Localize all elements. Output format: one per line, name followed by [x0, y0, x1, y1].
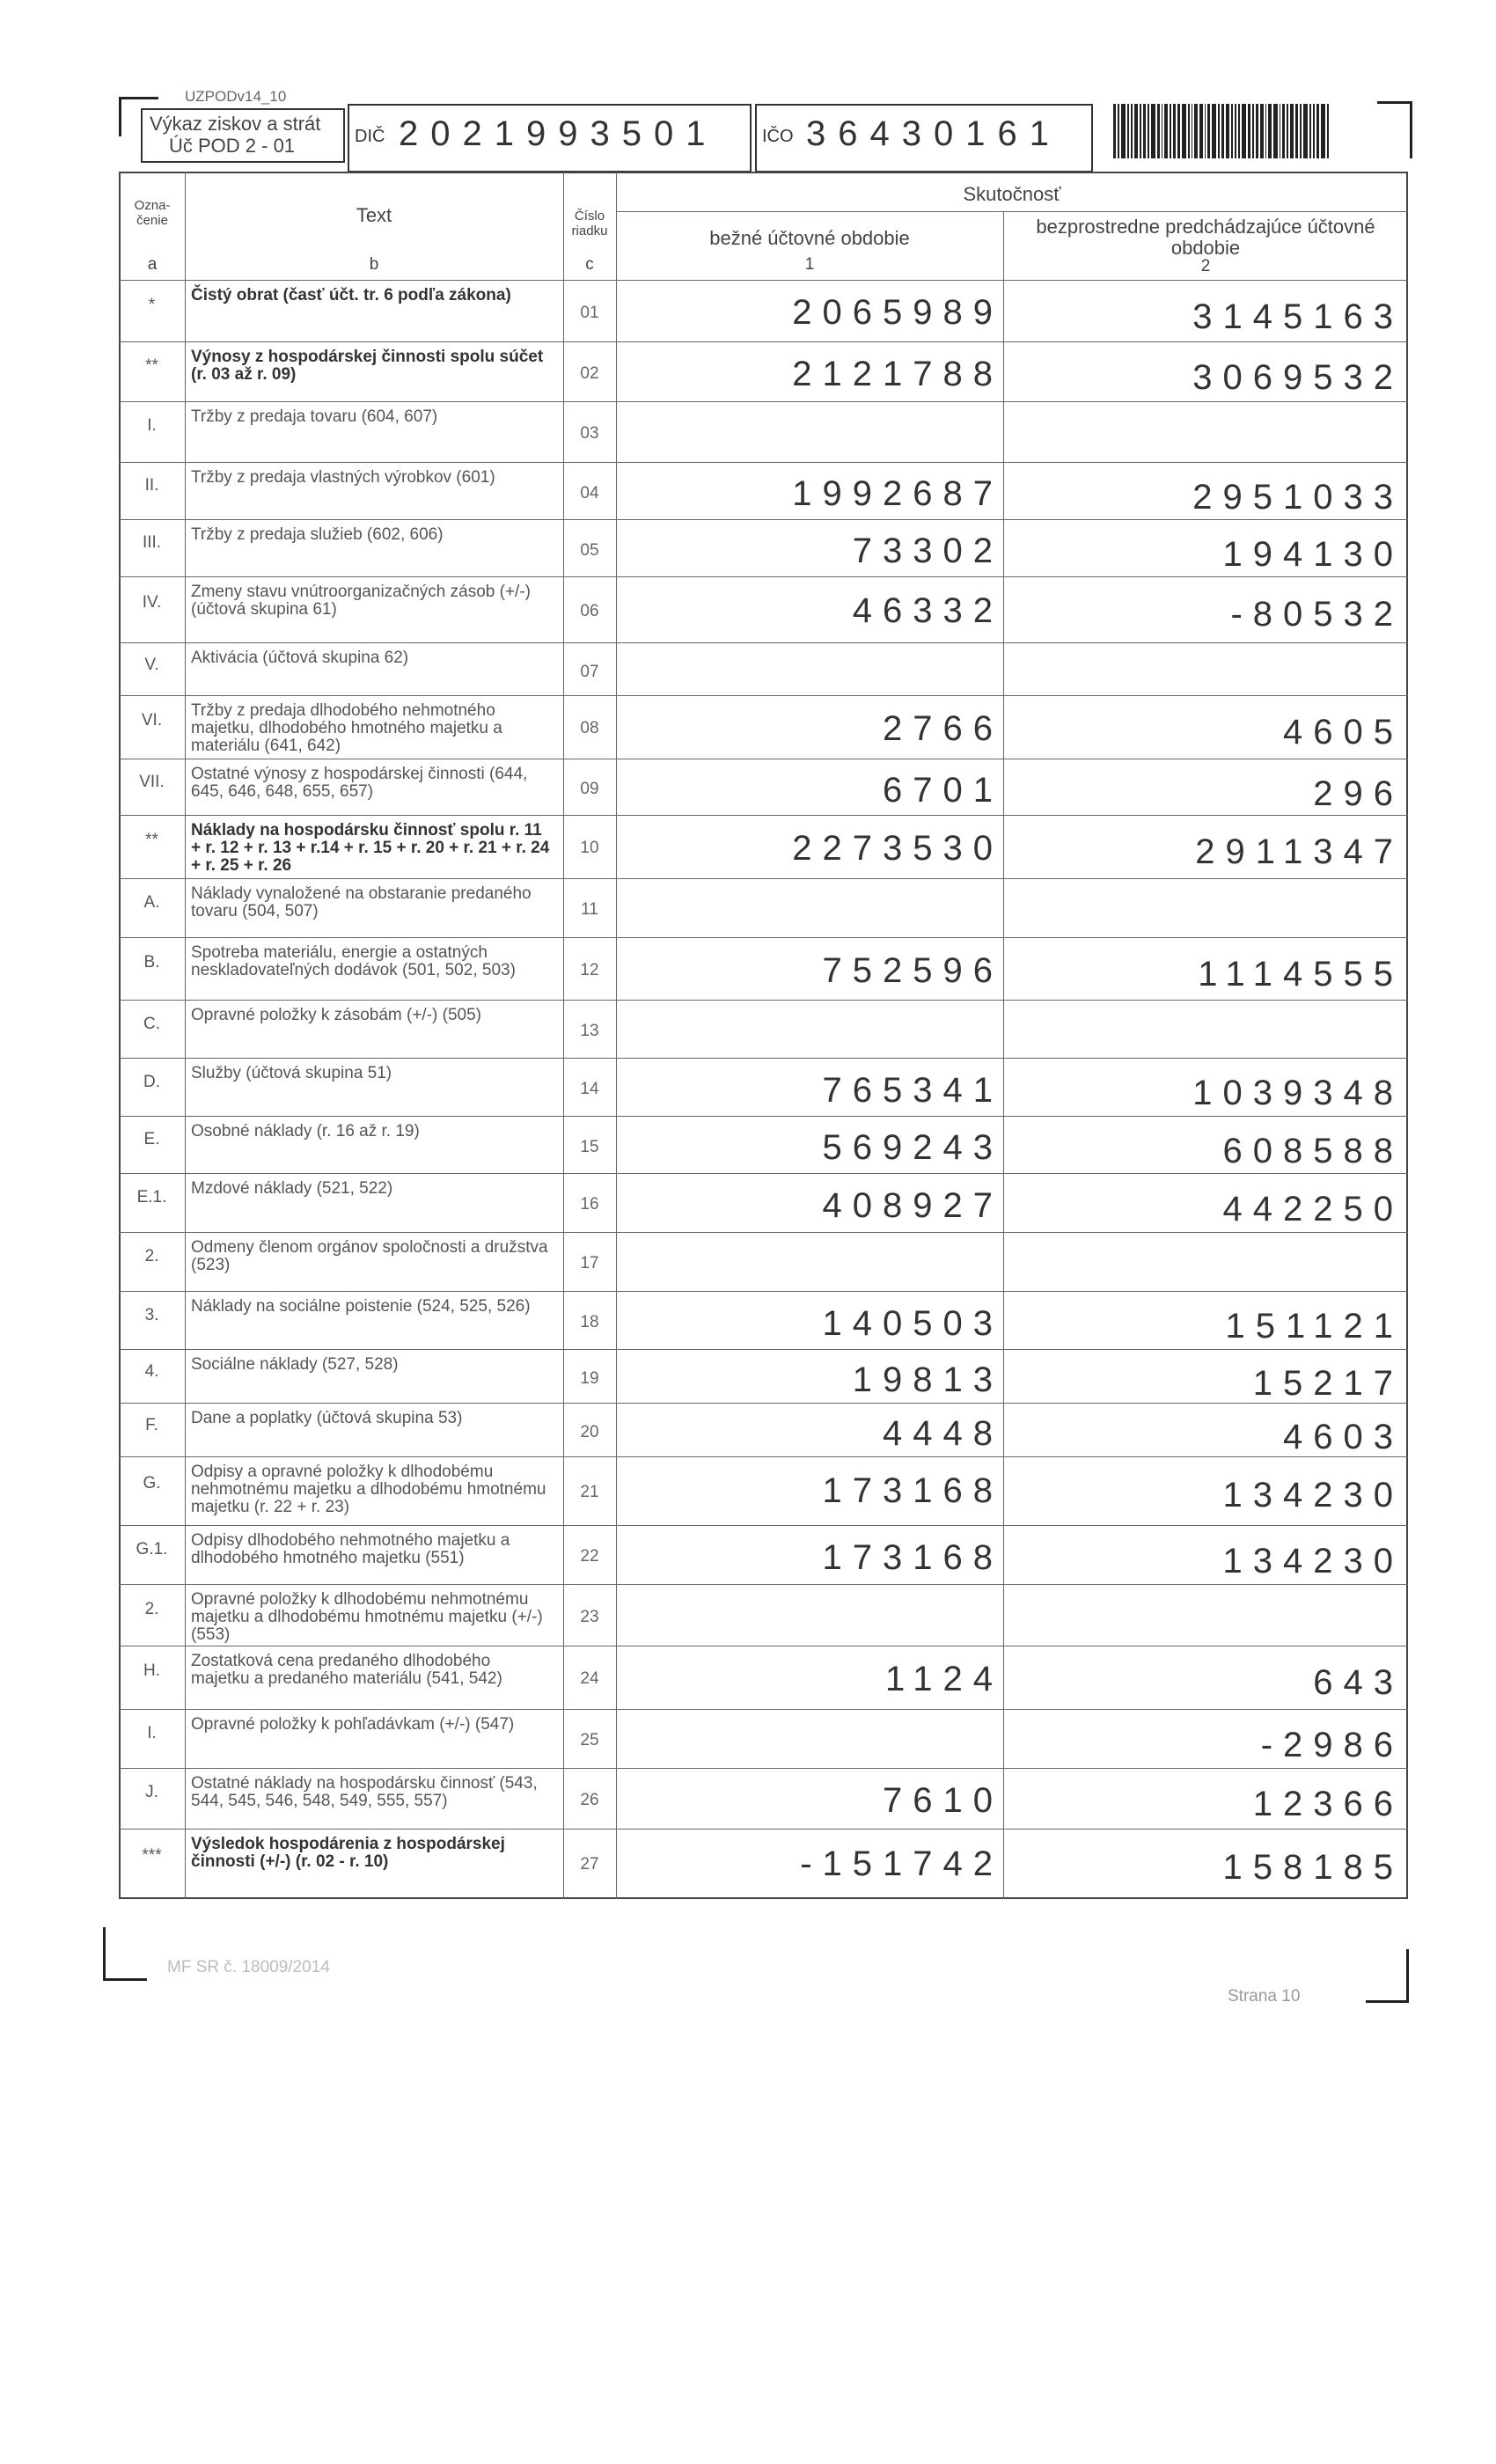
- row-number: 16: [580, 1195, 599, 1214]
- previous-period-value: 2951033: [1192, 478, 1404, 517]
- barcode-bar: [1242, 104, 1246, 158]
- row-label: **: [145, 831, 158, 849]
- row-text: Zostatková cena predaného dlhodobého majetku a predaného materiálu (541, 542): [191, 1652, 502, 1688]
- row-text: Spotreba materiálu, energie a ostatných neskladovateľných dodávok (501, 502, 503): [191, 943, 516, 979]
- row-text: Čistý obrat (časť účt. tr. 6 podľa zákona): [191, 286, 511, 304]
- row-divider: [119, 1058, 1408, 1059]
- corner-mark-bottom-left: [103, 1927, 106, 1980]
- row-label: J.: [145, 1783, 158, 1801]
- row-label: E.: [143, 1130, 160, 1148]
- row-text: Tržby z predaja dlhodobého nehmotného majetku, dlhodobého hmotného majetku a materiálu (641, 642): [191, 701, 502, 755]
- row-label: B.: [143, 953, 160, 972]
- barcode-bar: [1273, 104, 1278, 158]
- col-1-sub: 1: [804, 255, 815, 274]
- row-divider: [119, 401, 1408, 402]
- previous-period-value: 158185: [1222, 1848, 1404, 1887]
- barcode-graphic: [1113, 104, 1329, 158]
- row-number: 05: [580, 541, 599, 560]
- actuals-header: Skutočnosť: [963, 183, 1061, 205]
- row-number: 06: [580, 602, 599, 620]
- row-number: 03: [580, 424, 599, 443]
- row-text: Opravné položky k zásobám (+/-) (505): [191, 1006, 481, 1024]
- row-divider: [119, 1709, 1408, 1710]
- corner-mark-top-right: [1410, 101, 1412, 158]
- barcode-bar: [1205, 104, 1206, 158]
- row-number: 04: [580, 484, 599, 502]
- previous-period-value: 134230: [1222, 1542, 1404, 1580]
- row-text: Tržby z predaja tovaru (604, 607): [191, 407, 438, 426]
- previous-period-value: 296: [1313, 774, 1404, 813]
- row-number: 02: [580, 364, 599, 383]
- row-label: 2.: [144, 1247, 159, 1265]
- barcode-bar: [1226, 104, 1229, 158]
- barcode-bar: [1157, 104, 1160, 158]
- current-period-value: 2121788: [792, 355, 1003, 393]
- col-2-sub: 2: [1200, 257, 1211, 275]
- barcode-bar: [1121, 104, 1126, 158]
- row-divider: [119, 1349, 1408, 1350]
- previous-period-value: -2986: [1260, 1726, 1404, 1764]
- corner-mark-top-left: [119, 97, 121, 136]
- barcode-bar: [1248, 104, 1250, 158]
- page-number: Strana 10: [1228, 1987, 1301, 2006]
- row-label: I.: [147, 416, 157, 435]
- row-label: II.: [144, 476, 159, 495]
- barcode-bar: [1218, 104, 1220, 158]
- current-period-value: 1992687: [792, 474, 1003, 513]
- barcode-bar: [1290, 104, 1294, 158]
- row-label: 2.: [144, 1600, 159, 1618]
- row-text: Mzdové náklady (521, 522): [191, 1179, 393, 1198]
- row-text: Dane a poplatky (účtová skupina 53): [191, 1409, 463, 1427]
- ico-value: 36430161: [806, 114, 1061, 153]
- barcode-bar: [1282, 104, 1285, 158]
- corner-mark-top-left: [119, 97, 158, 99]
- current-period-value: 2766: [883, 709, 1003, 748]
- row-text: Osobné náklady (r. 16 až r. 19): [191, 1122, 420, 1140]
- barcode-bar: [1287, 104, 1288, 158]
- row-divider: [119, 1584, 1408, 1585]
- row-label: **: [145, 356, 158, 375]
- barcode-bar: [1127, 104, 1129, 158]
- row-text: Náklady na hospodársku činnosť spolu r. 11 + r. 12 + r. 13 + r.14 + r. 15 + r. 20 + r. 21 + r. 24 + r. 25 + r. 26: [191, 821, 550, 875]
- previous-period-value: 1114555: [1198, 955, 1404, 994]
- row-label: A.: [143, 893, 160, 912]
- current-period-value: 752596: [822, 951, 1003, 990]
- barcode-bar: [1199, 104, 1202, 158]
- barcode-bar: [1309, 104, 1312, 158]
- corner-mark-bottom-right: [1406, 1949, 1409, 2002]
- row-text: Aktivácia (účtová skupina 62): [191, 649, 409, 667]
- barcode-bar: [1256, 104, 1258, 158]
- dic-value: 2021993501: [399, 114, 718, 153]
- current-period-value: 7610: [883, 1781, 1003, 1820]
- barcode-bar: [1313, 104, 1315, 158]
- row-text: Sociálne náklady (527, 528): [191, 1355, 399, 1374]
- previous-period-value: 3145163: [1192, 297, 1404, 336]
- barcode-bar: [1280, 104, 1281, 158]
- row-divider: [119, 1291, 1408, 1292]
- col-a-header: Ozna- čenie: [134, 198, 171, 228]
- row-number: 12: [580, 961, 599, 979]
- row-text: Tržby z predaja služieb (602, 606): [191, 525, 444, 544]
- row-label: IV.: [142, 593, 162, 612]
- current-period-value: 6701: [883, 771, 1003, 810]
- row-label: G.: [143, 1474, 161, 1492]
- row-label: H.: [143, 1661, 160, 1680]
- barcode-bar: [1164, 104, 1168, 158]
- row-divider: [119, 1000, 1408, 1001]
- col-2-header: bezprostredne predchádzajúce účtovné obdobie: [1036, 216, 1375, 259]
- row-divider: [119, 937, 1408, 938]
- form-title: Výkaz ziskov a strát: [150, 113, 321, 135]
- header-divider: [616, 211, 1408, 212]
- row-text: Odpisy a opravné položky k dlhodobému nehmotnému majetku a dlhodobému hmotnému majetku (r. 22 + r. 23): [191, 1463, 546, 1516]
- row-label: G.1.: [136, 1540, 168, 1558]
- row-text: Ostatné výnosy z hospodárskej činnosti (644, 645, 646, 648, 655, 657): [191, 765, 528, 801]
- dic-box: [348, 104, 752, 172]
- barcode-bar: [1118, 104, 1119, 158]
- barcode-bar: [1295, 104, 1298, 158]
- row-divider: [119, 1829, 1408, 1830]
- row-number: 17: [580, 1254, 599, 1272]
- row-text: Výsledok hospodárenia z hospodárskej činnosti (+/-) (r. 02 - r. 10): [191, 1835, 505, 1871]
- row-label: C.: [143, 1015, 160, 1033]
- barcode-bar: [1143, 104, 1146, 158]
- row-text: Zmeny stavu vnútroorganizačných zásob (+/-) (účtová skupina 61): [191, 583, 531, 619]
- row-label: *: [148, 296, 156, 314]
- current-period-value: 2065989: [792, 293, 1003, 332]
- previous-period-value: 151121: [1225, 1307, 1404, 1346]
- row-number: 09: [580, 780, 599, 798]
- barcode-bar: [1231, 104, 1233, 158]
- previous-period-value: -80532: [1230, 595, 1404, 634]
- row-number: 20: [580, 1423, 599, 1441]
- col-b-header: Text: [356, 204, 392, 226]
- barcode-bar: [1260, 104, 1264, 158]
- col-c-sub: c: [585, 255, 594, 274]
- barcode-bar: [1238, 104, 1240, 158]
- row-text: Náklady vynaložené na obstaranie predaného tovaru (504, 507): [191, 884, 532, 920]
- current-period-value: 73302: [852, 532, 1003, 570]
- barcode-bar: [1173, 104, 1176, 158]
- row-number: 15: [580, 1138, 599, 1156]
- row-label: VI.: [141, 711, 163, 730]
- row-label: D.: [143, 1073, 160, 1091]
- row-label: ***: [142, 1846, 162, 1865]
- row-text: Opravné položky k dlhodobému nehmotnému majetku a dlhodobému hmotnému majetku (+/-) (553): [191, 1590, 543, 1644]
- row-label: VII.: [139, 773, 165, 791]
- col-c-header: Číslo riadku: [571, 209, 608, 238]
- row-number: 11: [581, 900, 598, 919]
- corner-mark-top-right: [1377, 101, 1412, 104]
- row-text: Výnosy z hospodárskej činnosti spolu súčet (r. 03 až r. 09): [191, 348, 544, 384]
- row-divider: [119, 878, 1408, 879]
- barcode-bar: [1151, 104, 1155, 158]
- row-number: 14: [580, 1080, 599, 1098]
- row-label: 3.: [144, 1306, 159, 1324]
- barcode-bar: [1182, 104, 1186, 158]
- col-divider: [185, 172, 186, 1899]
- barcode-bar: [1321, 104, 1324, 158]
- row-number: 18: [580, 1313, 599, 1331]
- current-period-value: 46332: [852, 591, 1003, 630]
- row-text: Odpisy dlhodobého nehmotného majetku a dlhodobého hmotného majetku (551): [191, 1531, 510, 1567]
- row-label: I.: [147, 1724, 157, 1742]
- barcode-bar: [1177, 104, 1180, 158]
- row-text: Náklady na sociálne poistenie (524, 525, 526): [191, 1297, 531, 1316]
- corner-mark-bottom-right: [1366, 2000, 1409, 2003]
- previous-period-value: 1039348: [1192, 1074, 1404, 1112]
- row-number: 13: [580, 1022, 599, 1040]
- row-number: 22: [580, 1547, 599, 1566]
- row-number: 01: [580, 304, 599, 322]
- row-divider: [119, 1173, 1408, 1174]
- col-divider: [616, 172, 617, 1899]
- barcode-bar: [1316, 104, 1319, 158]
- row-divider: [119, 1456, 1408, 1457]
- row-text: Ostatné náklady na hospodársku činnosť (543, 544, 545, 546, 548, 549, 555, 557): [191, 1774, 538, 1810]
- current-period-value: 4448: [883, 1414, 1003, 1453]
- form-code: UZPODv14_10: [185, 88, 287, 105]
- row-divider: [119, 695, 1408, 696]
- barcode-bar: [1134, 104, 1138, 158]
- barcode-bar: [1300, 104, 1302, 158]
- row-number: 21: [580, 1483, 599, 1501]
- row-number: 10: [580, 839, 599, 857]
- barcode-bar: [1207, 104, 1210, 158]
- row-divider: [119, 462, 1408, 463]
- footer-reference: MF SR č. 18009/2014: [167, 1958, 330, 1976]
- row-number: 24: [580, 1669, 599, 1688]
- barcode-bar: [1221, 104, 1224, 158]
- barcode-bar: [1303, 104, 1308, 158]
- previous-period-value: 12366: [1252, 1785, 1404, 1823]
- row-divider: [119, 815, 1408, 816]
- current-period-value: 173168: [822, 1538, 1003, 1577]
- previous-period-value: 3069532: [1192, 358, 1404, 397]
- row-number: 23: [580, 1608, 599, 1626]
- previous-period-value: 2911347: [1195, 832, 1404, 871]
- barcode-bar: [1194, 104, 1198, 158]
- row-label: 4.: [144, 1362, 159, 1381]
- row-number: 07: [580, 663, 599, 681]
- previous-period-value: 643: [1313, 1663, 1404, 1702]
- current-period-value: 19813: [852, 1360, 1003, 1399]
- previous-period-value: 194130: [1222, 535, 1404, 574]
- current-period-value: 2273530: [792, 829, 1003, 868]
- row-divider: [119, 519, 1408, 520]
- dic-label: DIČ: [355, 127, 385, 146]
- row-text: Opravné položky k pohľadávkam (+/-) (547): [191, 1715, 515, 1734]
- current-period-value: 765341: [822, 1071, 1003, 1110]
- row-label: F.: [145, 1416, 158, 1434]
- row-number: 25: [580, 1731, 599, 1749]
- row-number: 26: [580, 1791, 599, 1809]
- barcode-bar: [1235, 104, 1237, 158]
- barcode-bar: [1131, 104, 1133, 158]
- row-text: Odmeny členom orgánov spoločnosti a družstva (523): [191, 1238, 548, 1274]
- current-period-value: 408927: [822, 1186, 1003, 1225]
- barcode-bar: [1327, 104, 1330, 158]
- col-1-header: bežné účtovné obdobie: [709, 227, 910, 249]
- form-subtitle: Úč POD 2 - 01: [169, 135, 296, 157]
- previous-period-value: 4605: [1283, 713, 1404, 752]
- barcode-bar: [1140, 104, 1141, 158]
- col-b-sub: b: [369, 255, 379, 274]
- row-divider: [119, 341, 1408, 342]
- previous-period-value: 134230: [1222, 1476, 1404, 1514]
- row-divider: [119, 642, 1408, 643]
- barcode-bar: [1192, 104, 1193, 158]
- row-number: 19: [580, 1369, 599, 1388]
- current-period-value: -151742: [800, 1844, 1003, 1883]
- barcode-bar: [1148, 104, 1149, 158]
- barcode-bar: [1265, 104, 1267, 158]
- row-text: Tržby z predaja vlastných výrobkov (601): [191, 468, 495, 487]
- barcode-bar: [1162, 104, 1163, 158]
- previous-period-value: 442250: [1222, 1190, 1404, 1228]
- row-label: E.1.: [136, 1188, 167, 1206]
- row-label: V.: [144, 656, 159, 674]
- row-divider: [119, 576, 1408, 577]
- current-period-value: 173168: [822, 1471, 1003, 1510]
- row-number: 27: [580, 1855, 599, 1874]
- row-divider: [119, 1232, 1408, 1233]
- barcode-bar: [1188, 104, 1190, 158]
- barcode-bar: [1212, 104, 1216, 158]
- col-a-sub: a: [147, 255, 158, 274]
- ico-label: IČO: [762, 127, 794, 146]
- form-title-box: [141, 108, 345, 163]
- row-divider: [119, 1525, 1408, 1526]
- previous-period-value: 608588: [1222, 1132, 1404, 1170]
- row-divider: [119, 1403, 1408, 1404]
- row-text: Služby (účtová skupina 51): [191, 1064, 392, 1082]
- barcode-bar: [1170, 104, 1171, 158]
- corner-mark-bottom-left: [103, 1978, 147, 1981]
- header-divider: [119, 280, 1408, 281]
- ico-box: [755, 104, 1093, 172]
- current-period-value: 569243: [822, 1128, 1003, 1167]
- previous-period-value: 4603: [1283, 1418, 1404, 1456]
- row-divider: [119, 1768, 1408, 1769]
- row-divider: [119, 1116, 1408, 1117]
- current-period-value: 1124: [884, 1660, 1003, 1698]
- barcode-bar: [1252, 104, 1254, 158]
- barcode-bar: [1113, 104, 1116, 158]
- row-number: 08: [580, 719, 599, 737]
- current-period-value: 140503: [822, 1304, 1003, 1343]
- row-label: III.: [142, 533, 162, 552]
- barcode-bar: [1268, 104, 1271, 158]
- previous-period-value: 15217: [1252, 1364, 1404, 1403]
